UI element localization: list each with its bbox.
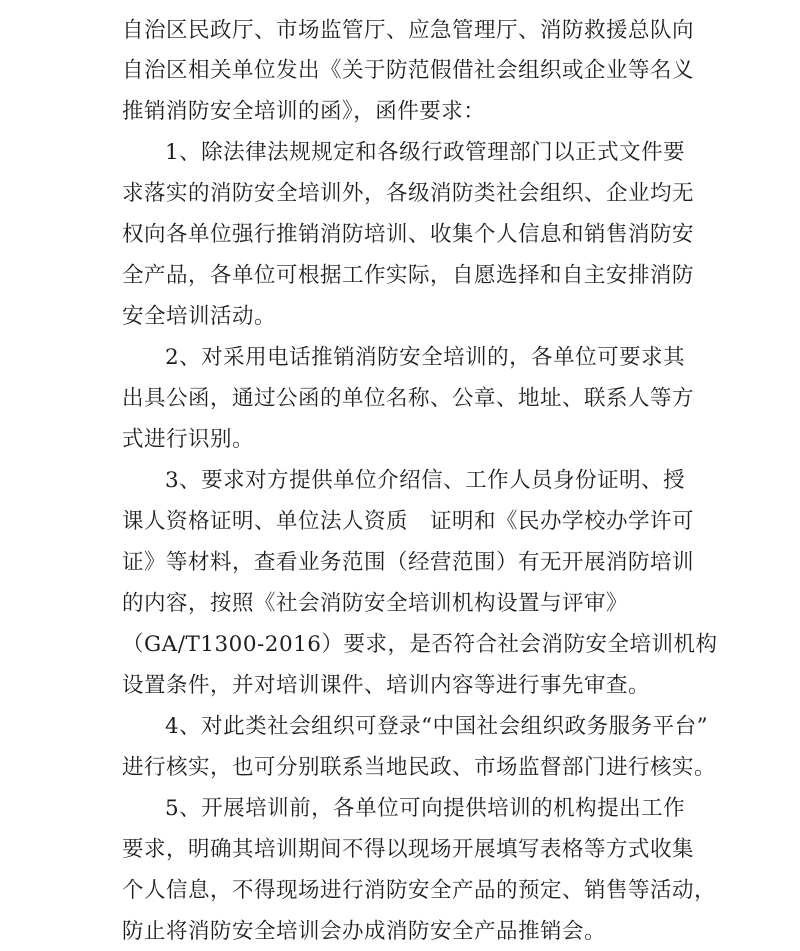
text-line: 求落实的消防安全培训外，各级消防类社会组织、企业均无 — [122, 181, 695, 206]
text-line: 课人资格证明、单位法人资质 证明和《民办学校办学许可 — [122, 509, 695, 534]
text-line: 出具公函，通过公函的单位名称、公章、地址、联系人等方 — [122, 386, 695, 411]
paragraph-1-start: 1、除法律法规规定和各级行政管理部门以正式文件要 — [165, 140, 686, 165]
text-line: 防止将消防安全培训会办成消防安全产品推销会。 — [122, 919, 607, 944]
paragraph-2-start: 2、对采用电话推销消防安全培训的，各单位可要求其 — [165, 345, 686, 370]
paragraph-5-start: 5、开展培训前，各单位可向提供培训的机构提出工作 — [165, 796, 686, 821]
text-line: 的内容，按照《社会消防安全培训机构设置与评审》 — [122, 591, 629, 616]
text-line: 推销消防安全培训的函》，函件要求： — [122, 99, 486, 124]
text-line: 进行核实，也可分别联系当地民政、市场监督部门进行核实。 — [122, 755, 717, 780]
text-line: 证》等材料，查看业务范围（经营范围）有无开展消防培训 — [122, 550, 695, 575]
text-line: 个人信息，不得现场进行消防安全产品的预定、销售等活动， — [122, 878, 717, 903]
text-line: 自治区民政厅、市场监管厅、应急管理厅、消防救援总队向 — [122, 18, 695, 43]
text-line: 式进行识别。 — [122, 427, 255, 452]
paragraph-4-start: 4、对此类社会组织可登录“中国社会组织政务服务平台” — [165, 714, 709, 739]
paragraph-3-start: 3、要求对方提供单位介绍信、工作人员身份证明、授 — [165, 468, 686, 493]
text-line: 安全培训活动。 — [122, 304, 277, 329]
text-line: 全产品，各单位可根据工作实际，自愿选择和自主安排消防 — [122, 263, 695, 288]
text-line: 设置条件，并对培训课件、培训内容等进行事先审查。 — [122, 673, 651, 698]
text-line: （GA/T1300-2016）要求，是否符合社会消防安全培训机构 — [122, 632, 718, 657]
text-line: 要求，明确其培训期间不得以现场开展填写表格等方式收集 — [122, 837, 695, 862]
text-line: 权向各单位强行推销消防培训、收集个人信息和销售消防安 — [122, 222, 695, 247]
text-line: 自治区相关单位发出《关于防范假借社会组织或企业等名义 — [122, 58, 695, 83]
